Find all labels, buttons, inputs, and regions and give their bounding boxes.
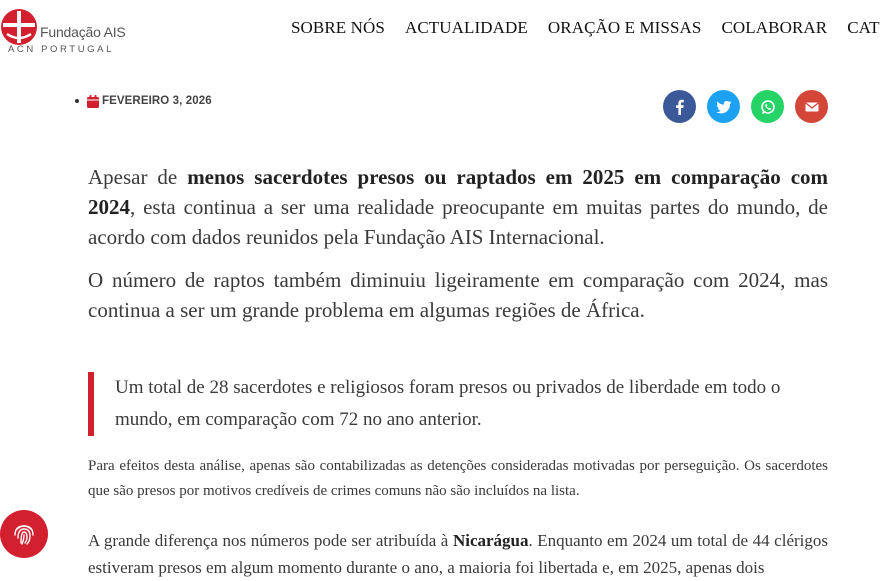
twitter-icon	[716, 99, 732, 115]
share-whatsapp-button[interactable]	[751, 90, 784, 123]
list-bullet	[75, 99, 79, 103]
article-body	[88, 162, 828, 338]
post-date: FEVEREIRO 3, 2026	[102, 95, 212, 107]
logo-name: Fundação AIS	[40, 24, 126, 40]
lead-highlight: menos sacerdotes presos ou raptados em 2025 em comparação com 2024	[88, 165, 829, 219]
main-nav	[291, 18, 896, 38]
site-header	[0, 0, 880, 60]
calendar-icon	[87, 95, 99, 108]
share-email-button[interactable]	[795, 90, 828, 123]
lead-text-end: , esta continua a ser uma realidade preocupante em muitas partes do mundo, de acordo com dados reunidos pela Fundação AIS Internacional.	[88, 195, 828, 249]
nav-oracao-e-missas[interactable]: ORAÇÃO E MISSAS	[547, 18, 702, 37]
share-buttons	[663, 90, 828, 123]
share-facebook-button[interactable]	[663, 90, 696, 123]
country-highlight: Nicarágua	[452, 531, 529, 550]
fingerprint-icon	[10, 520, 38, 548]
nav-actualidade[interactable]: ACTUALIDADE	[404, 18, 528, 37]
body-text-end: . Enquanto em 2024 um total de 44 clérigos estiveram presos em algum momento durante o ano, a maioria foi libertada e, em 2025, apenas dois	[88, 531, 828, 577]
quote-text: Um total de 28 sacerdotes e religiosos foram presos ou privados de liberdade em todo o mundo, em comparação com 72 no ano anterior.	[115, 377, 781, 430]
post-meta	[75, 92, 212, 110]
lead-paragraph-2: O número de raptos também diminuiu ligeiramente em comparação com 2024, mas continua a ser um grande problema em algumas regiões de África.	[88, 268, 828, 322]
nav-cat[interactable]: CAT	[847, 18, 880, 37]
analysis-note: Para efeitos desta análise, apenas são contabilizadas as detenções consideradas motivadas por perseguição. Os sacerdotes que são presos por motivos credíveis de crimes comuns não são incluídos na lista.	[88, 458, 828, 499]
email-icon	[804, 99, 820, 115]
cross-logo-icon	[0, 8, 38, 46]
pull-quote	[88, 372, 808, 436]
logo-subtitle: ACN PORTUGAL	[8, 44, 114, 55]
facebook-icon	[672, 99, 688, 115]
nav-colaborar[interactable]: COLABORAR	[721, 18, 828, 37]
body-paragraph	[88, 527, 828, 581]
lead-text: Apesar de	[88, 165, 188, 189]
whatsapp-icon	[760, 99, 776, 115]
site-logo[interactable]	[0, 4, 130, 54]
fingerprint-badge-button[interactable]	[0, 510, 48, 558]
lead-paragraph-1	[88, 162, 828, 252]
nav-sobre-nos[interactable]: SOBRE NÓS	[291, 18, 385, 37]
share-twitter-button[interactable]	[707, 90, 740, 123]
body-text: A grande diferença nos números pode ser atribuída à	[88, 531, 453, 550]
